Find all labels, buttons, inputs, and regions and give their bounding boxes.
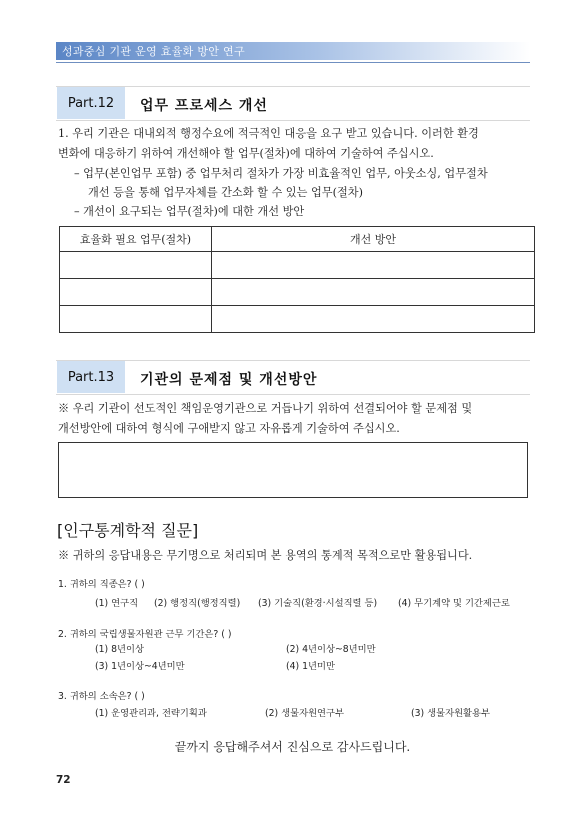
q3-option-2[interactable]: (2) 생물자원연구부: [265, 708, 344, 719]
part12-badge: Part.12: [57, 87, 125, 119]
task-cell[interactable]: [60, 279, 212, 306]
part13-note-line1: ※ 우리 기관이 선도적인 책임운영기관으로 거듭나기 위하여 선결되어야 할 문제점 및: [58, 402, 473, 415]
task-cell[interactable]: [60, 306, 212, 333]
table-header-row: [60, 227, 535, 252]
q1-option-3[interactable]: (3) 기술직(환경·시설직렬 등): [258, 598, 378, 609]
process-improvement-table: [59, 226, 535, 333]
part12-question-line1: 1. 우리 기관은 대내외적 행정수요에 적극적인 대응을 요구 받고 있습니다. 이러한 환경: [58, 127, 479, 140]
part13-top-rule: [56, 360, 530, 361]
free-response-box[interactable]: [58, 442, 528, 498]
table-header-improvement: 개선 방안: [212, 227, 535, 252]
part12-title: 업무 프로세스 개선: [140, 98, 268, 114]
part12-bottom-rule: [56, 120, 530, 121]
improvement-cell[interactable]: [212, 306, 535, 333]
task-cell[interactable]: [60, 252, 212, 279]
demographics-note: ※ 귀하의 응답내용은 무기명으로 처리되며 본 용역의 통계적 목적으로만 활용됩니다.: [58, 549, 473, 562]
q3-text: 3. 귀하의 소속은? ( ): [58, 691, 145, 702]
q1-option-2[interactable]: (2) 행정직(행정직렬): [154, 598, 241, 609]
closing-message: 끝까지 응답해주셔서 진심으로 감사드립니다.: [174, 740, 411, 754]
q1-option-4[interactable]: (4) 무기계약 및 기간제근로: [398, 598, 510, 609]
q2-option-4[interactable]: (4) 1년미만: [286, 661, 335, 672]
q1-option-1[interactable]: (1) 연구직: [95, 598, 139, 609]
part13-title: 기관의 문제점 및 개선방안: [140, 372, 318, 388]
table-row: [60, 252, 535, 279]
part12-bullet1-line2: 개선 등을 통해 업무자체를 간소화 할 수 있는 업무(절차): [88, 186, 363, 199]
part13-badge: Part.13: [57, 361, 125, 393]
header-rule: [56, 62, 530, 63]
q3-option-3[interactable]: (3) 생물자원활용부: [411, 708, 490, 719]
part12-bullet1-line1: – 업무(본인업무 포함) 중 업무처리 절차가 가장 비효율적인 업무, 아웃소싱, 업무절차: [74, 167, 488, 180]
q2-option-3[interactable]: (3) 1년이상~4년미만: [95, 661, 185, 672]
q2-option-1[interactable]: (1) 8년이상: [95, 644, 144, 655]
improvement-cell[interactable]: [212, 279, 535, 306]
part13-note-line2: 개선방안에 대하여 형식에 구애받지 않고 자유롭게 기술하여 주십시오.: [58, 422, 400, 435]
q3-option-1[interactable]: (1) 운영관리과, 전략기획과: [95, 708, 207, 719]
q1-text: 1. 귀하의 직종은? ( ): [58, 579, 145, 590]
table-header-task: 효율화 필요 업무(절차): [60, 227, 212, 252]
part12-question-line2: 변화에 대응하기 위하여 개선해야 할 업무(절차)에 대하여 기술하여 주십시오.: [58, 147, 434, 160]
improvement-cell[interactable]: [212, 252, 535, 279]
table-row: [60, 279, 535, 306]
q2-text: 2. 귀하의 국립생물자원관 근무 기간은? ( ): [58, 629, 232, 640]
q2-option-2[interactable]: (2) 4년이상~8년미만: [286, 644, 376, 655]
part12-top-rule: [56, 86, 530, 87]
page-number: 72: [56, 774, 71, 786]
running-header-title: 성과중심 기관 운영 효율화 방안 연구: [62, 45, 245, 58]
part12-bullet2: – 개선이 요구되는 업무(절차)에 대한 개선 방안: [74, 205, 305, 218]
part13-bottom-rule: [56, 394, 530, 395]
demographics-title: [인구통계학적 질문]: [57, 521, 199, 540]
table-row: [60, 306, 535, 333]
